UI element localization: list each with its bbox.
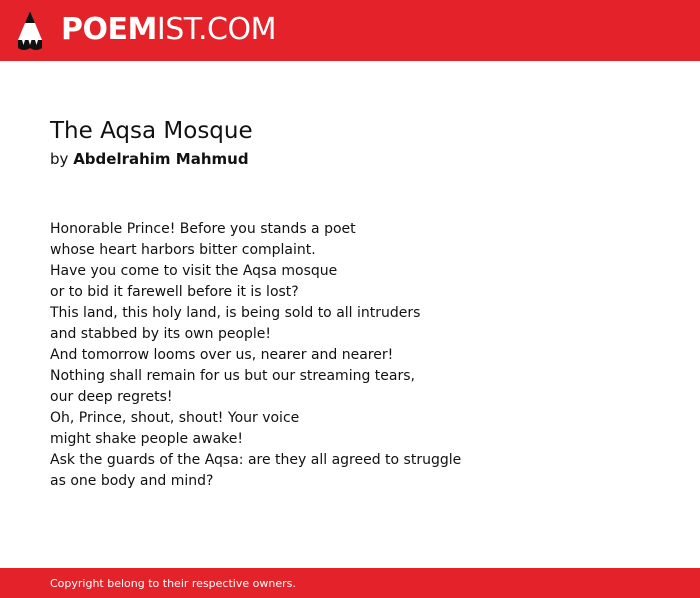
author-link[interactable]: Abdelrahim Mahmud — [73, 150, 249, 168]
poem-line: Oh, Prince, shout, shout! Your voice — [50, 410, 300, 426]
poem-title: The Aqsa Mosque — [50, 118, 253, 144]
poem-line: Honorable Prince! Before you stands a poet — [50, 221, 356, 237]
pencil-tip-icon — [17, 10, 43, 52]
poem-line: or to bid it farewell before it is lost? — [50, 284, 299, 300]
poem-line: Nothing shall remain for us but our streaming tears, — [50, 368, 415, 384]
poem-byline — [50, 149, 249, 169]
poem-line: our deep regrets! — [50, 389, 173, 405]
poem-line: as one body and mind? — [50, 473, 214, 489]
poem-body — [50, 219, 670, 492]
copyright-notice: Copyright belong to their respective owners. — [50, 577, 296, 590]
poem-line: Ask the guards of the Aqsa: are they all agreed to struggle — [50, 452, 462, 468]
logo-wordmark-strong: POEM — [61, 12, 157, 47]
poem-line: Have you come to visit the Aqsa mosque — [50, 263, 338, 279]
logo-wordmark — [61, 12, 276, 48]
logo-wordmark-light: IST.COM — [156, 12, 276, 47]
poem-line: and stabbed by its own people! — [50, 326, 272, 342]
by-label: by — [50, 150, 69, 168]
site-header — [0, 0, 700, 61]
site-footer — [0, 568, 700, 598]
poem-line: might shake people awake! — [50, 431, 243, 447]
poem-line: This land, this holy land, is being sold to all intruders — [50, 305, 421, 321]
poem-line: whose heart harbors bitter complaint. — [50, 242, 316, 258]
poem-line: And tomorrow looms over us, nearer and nearer! — [50, 347, 394, 363]
